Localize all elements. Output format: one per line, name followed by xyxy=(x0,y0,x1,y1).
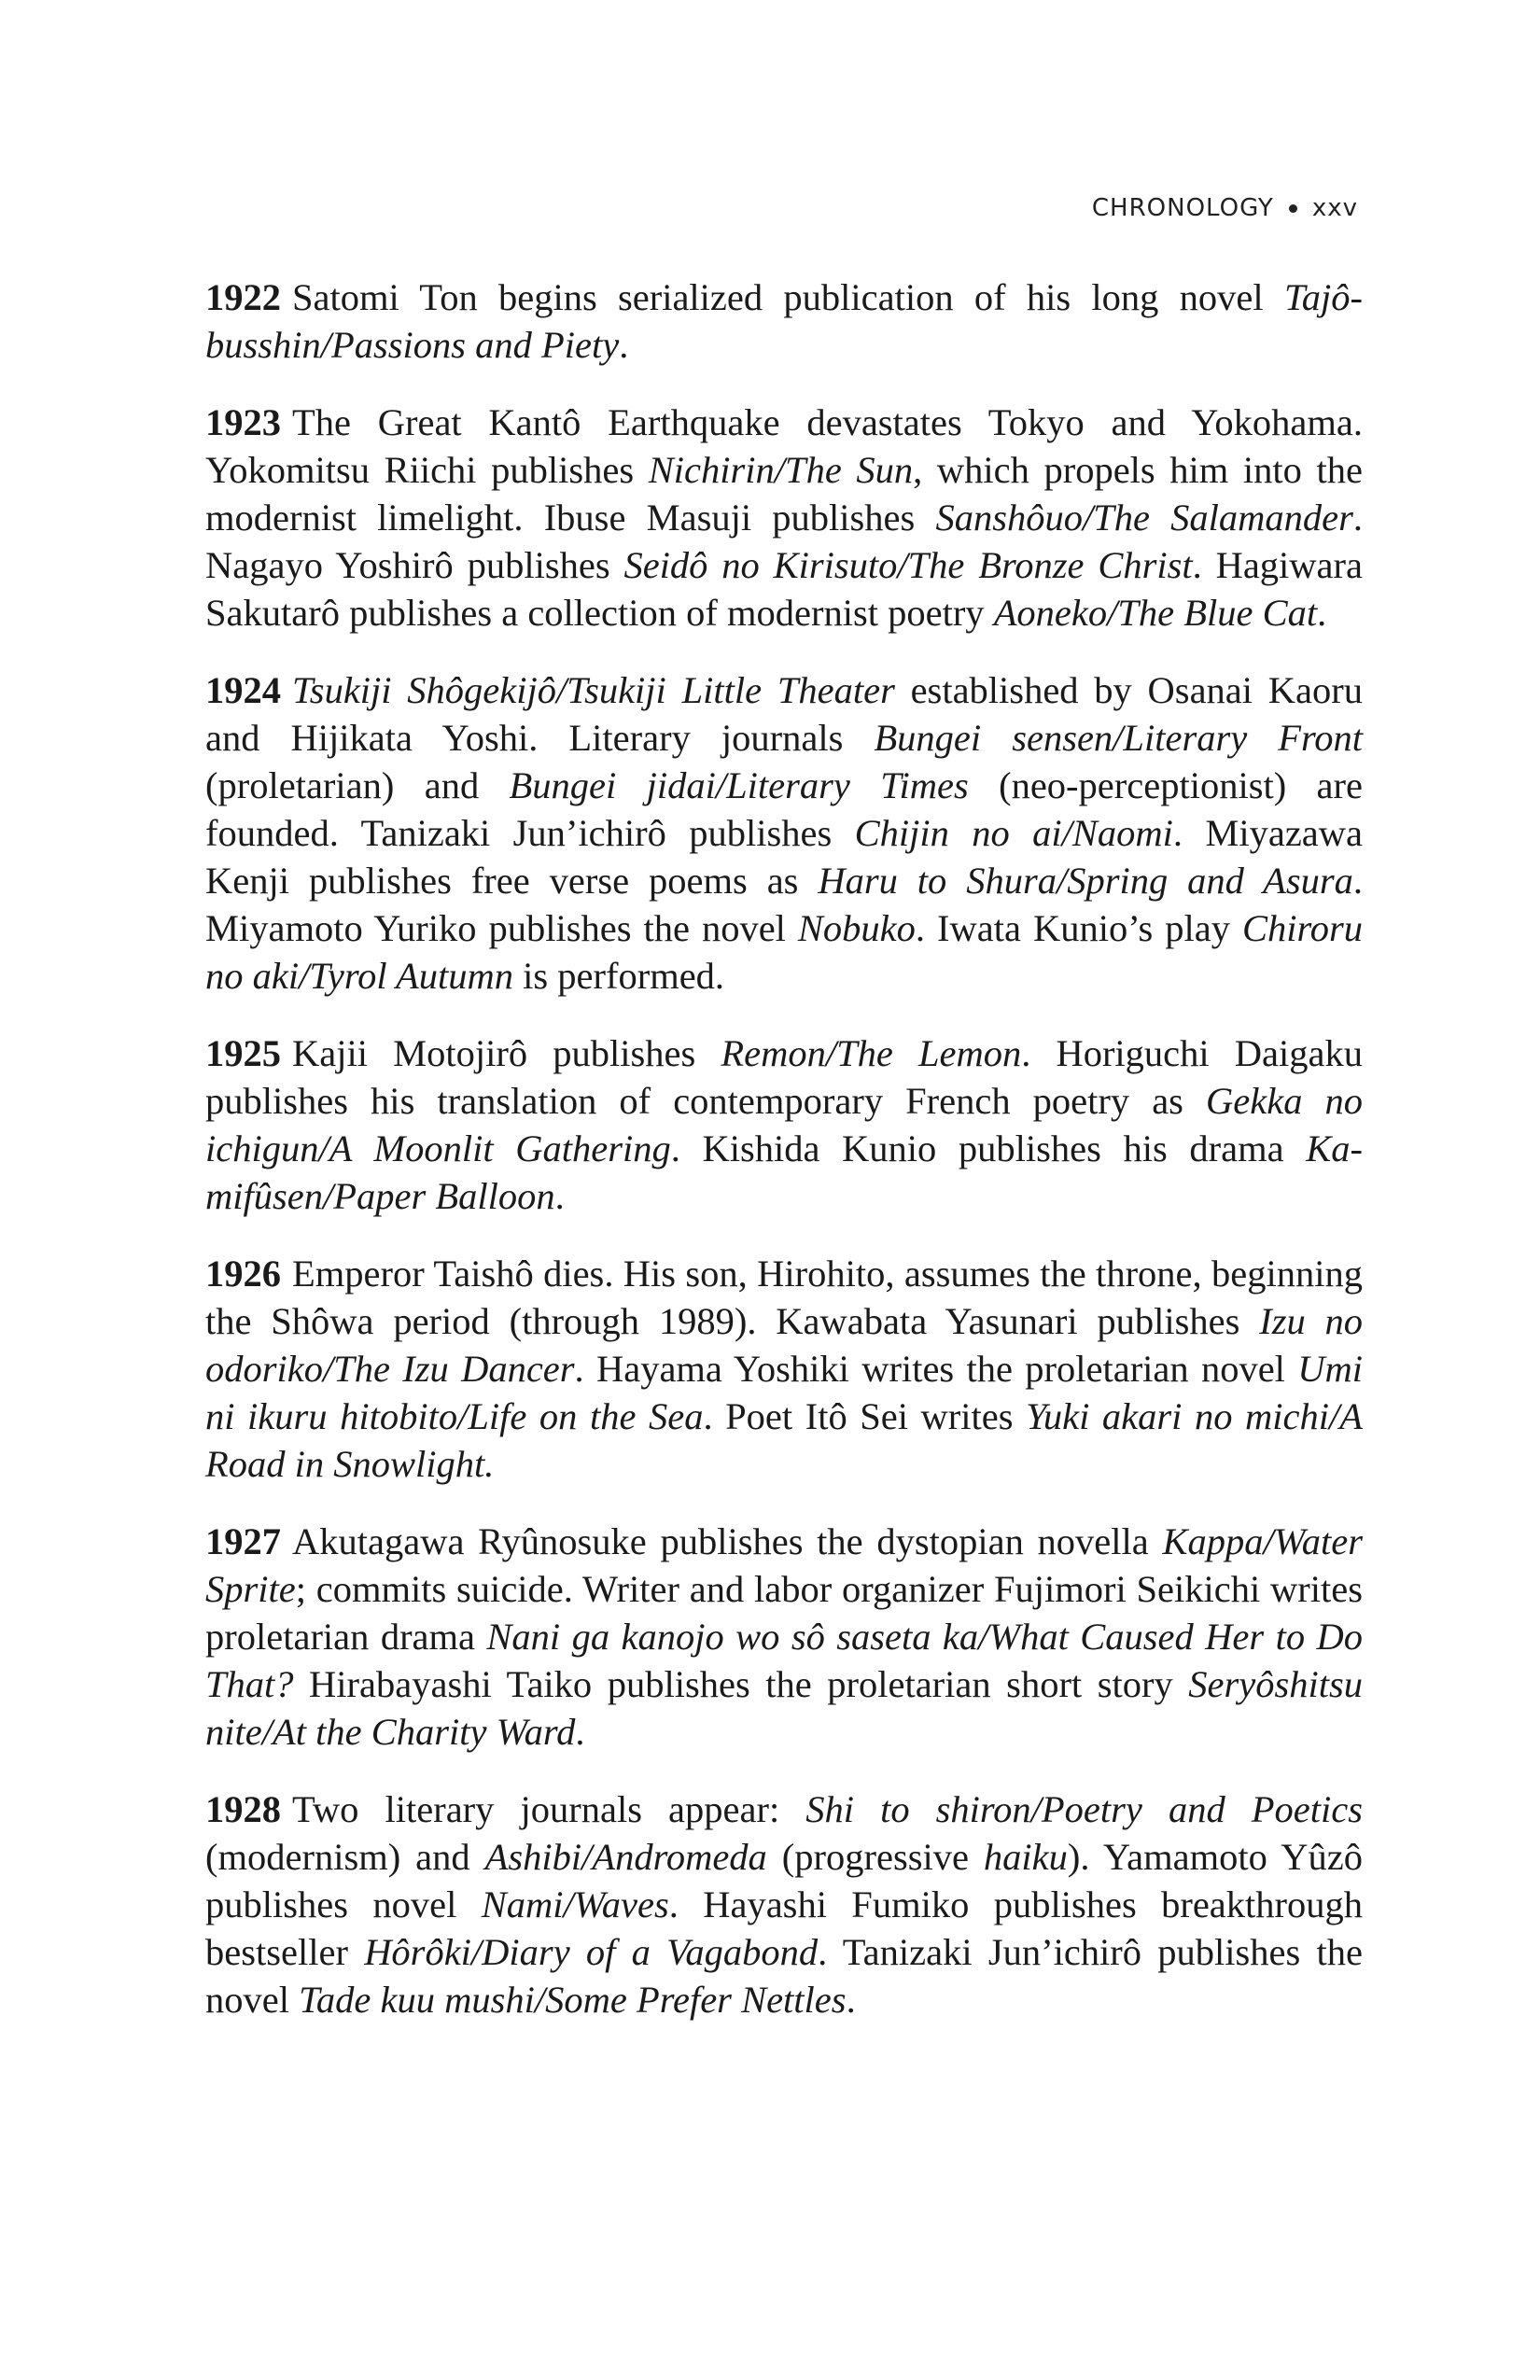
work-title: Nichirin/The Sun xyxy=(648,449,914,491)
work-title: Tajôbusshin/Passions and Piety xyxy=(205,276,1363,366)
chronology-entry-1924 xyxy=(205,666,1363,1000)
chronology-entry-1927 xyxy=(205,1518,1363,1756)
work-title: Izu no odoriko/The Izu Dancer xyxy=(205,1300,1363,1390)
entry-year: 1922 xyxy=(205,276,281,318)
entry-text: . Horiguchi Daigaku publishes his translation of contemporary French poetry as xyxy=(205,1032,1363,1122)
entry-text: (modernism) and xyxy=(205,1836,485,1878)
entry-text: . Kishida Kunio publishes his drama xyxy=(670,1127,1307,1169)
chronology-entries xyxy=(205,273,1363,2053)
work-title: Gekka no ichigun/A Moonlit Gathering xyxy=(205,1080,1363,1169)
work-title: Nobuko xyxy=(797,907,916,949)
entry-text: . Poet Itô Sei writes xyxy=(703,1395,1027,1437)
entry-text: Emperor Taishô dies. His son, Hirohito, assumes the throne, beginning the Shôwa period (through 1989). Kawabata Yasunari publishes xyxy=(205,1253,1363,1342)
work-title: Chiroru no aki/Tyrol Autumn xyxy=(205,907,1363,997)
entry-text: . xyxy=(619,324,629,366)
entry-text: is performed. xyxy=(513,955,725,997)
entry-text: . Tanizaki Jun’ichirô publishes the novel xyxy=(205,1931,1363,2021)
work-title: Aoneko/The Blue Cat xyxy=(993,592,1318,634)
entry-text: , which propels him into the modernist limelight. Ibuse Masuji publishes xyxy=(205,449,1363,539)
entry-year: 1924 xyxy=(205,669,281,711)
chronology-entry-1922 xyxy=(205,273,1363,369)
bullet-icon xyxy=(1289,204,1297,213)
entry-year: 1928 xyxy=(205,1788,281,1830)
entry-text: . Hayama Yoshiki writes the proletarian novel xyxy=(574,1348,1298,1390)
work-title: Hôrôki/Diary of a Vagabond xyxy=(364,1931,819,1973)
entry-text: ; commits suicide. Writer and labor organizer Fujimori Seikichi writes proletarian drama xyxy=(205,1568,1363,1658)
work-title: Sanshôuo/The Salamander xyxy=(935,497,1353,539)
chronology-entry-1925 xyxy=(205,1029,1363,1220)
entry-text: . Nagayo Yoshirô publishes xyxy=(205,497,1364,586)
entry-text: Akutagawa Ryûnosuke publishes the dystopian novella xyxy=(292,1520,1163,1562)
work-title: Haru to Shura/Spring and Asura xyxy=(818,860,1353,902)
entry-text: . xyxy=(846,1979,856,2021)
entry-text: (progressive xyxy=(766,1836,984,1878)
entry-text: . Miyazawa Kenji publishes free verse poems as xyxy=(205,812,1363,902)
entry-text: . xyxy=(1317,592,1327,634)
work-title: Seidô no Kirisuto/The Bronze Christ xyxy=(623,544,1193,586)
work-title: Tsukiji Shôgekijô/Tsukiji Little Theater xyxy=(292,669,895,711)
entry-text: . Iwata Kunio’s play xyxy=(915,907,1242,949)
work-title: Umi ni ikuru hitobito/Life on the Sea xyxy=(205,1348,1363,1437)
work-title: Bungei sensen/Literary Front xyxy=(874,717,1363,759)
work-title: Seryôshitsu nite/At the Charity Ward xyxy=(205,1663,1363,1753)
entry-year: 1927 xyxy=(205,1520,281,1562)
work-title: Nani ga kanojo wo sô saseta ka/What Caused Her to Do That? xyxy=(205,1616,1363,1705)
work-title: Tade kuu mushi/Some Prefer Nettles xyxy=(299,1979,847,2021)
entry-year: 1923 xyxy=(205,401,281,443)
entry-text: (proletarian) and xyxy=(205,764,510,806)
entry-text: . Miyamoto Yuriko publishes the novel xyxy=(205,860,1363,949)
work-title: Chijin no ai/Naomi xyxy=(854,812,1173,854)
entry-text: . xyxy=(575,1711,585,1753)
entry-text: established by Osanai Kaoru and Hijikata Yoshi. Literary journals xyxy=(205,669,1363,759)
work-title: Bungei jidai/Literary Times xyxy=(509,764,969,806)
chronology-entry-1923 xyxy=(205,399,1363,637)
entry-text: The Great Kantô Earthquake devastates Tokyo and Yokohama. Yokomitsu Riichi publishes xyxy=(205,401,1363,491)
running-head-section: CHRONOLOGY xyxy=(1091,194,1274,222)
work-title: Shi to shiron/Poetry and Poetics xyxy=(805,1788,1363,1830)
entry-text: . Hayashi Fumiko publishes breakthrough bestseller xyxy=(205,1883,1364,1973)
work-title: Remon/The Lemon xyxy=(721,1032,1022,1074)
work-title: Nami/Waves xyxy=(481,1883,669,1925)
work-title: Kappa/​Water Sprite xyxy=(205,1520,1363,1610)
chronology-entry-1926 xyxy=(205,1250,1363,1488)
work-title: Kamifûsen/Paper Balloon xyxy=(205,1127,1363,1217)
entry-year: 1926 xyxy=(205,1253,281,1295)
chronology-entry-1928 xyxy=(205,1785,1363,2023)
work-title: haiku xyxy=(983,1836,1068,1878)
page-number: xxv xyxy=(1311,194,1358,222)
entry-text: (neo-perceptionist) are founded. Tanizaki Jun’ichirô publishes xyxy=(205,764,1363,854)
entry-text: ). Yamamoto Yûzô publishes novel xyxy=(205,1836,1363,1925)
entry-text: Kajii Motojirô publishes xyxy=(292,1032,721,1074)
entry-year: 1925 xyxy=(205,1032,281,1074)
work-title: Yuki akari no michi/A Road in Snowlight. xyxy=(205,1395,1363,1485)
entry-text: . Hagiwara Sakutarô publishes a collection of modernist poetry xyxy=(205,544,1363,634)
entry-text: . xyxy=(554,1175,565,1217)
running-head xyxy=(1092,194,1358,222)
entry-text: Two literary journals appear: xyxy=(292,1788,806,1830)
entry-text: Satomi Ton begins serialized publication of his long novel xyxy=(292,276,1284,318)
work-title: Ashibi/Andromeda xyxy=(484,1836,767,1878)
entry-text: Hirabayashi Taiko publishes the proletarian short story xyxy=(293,1663,1189,1705)
